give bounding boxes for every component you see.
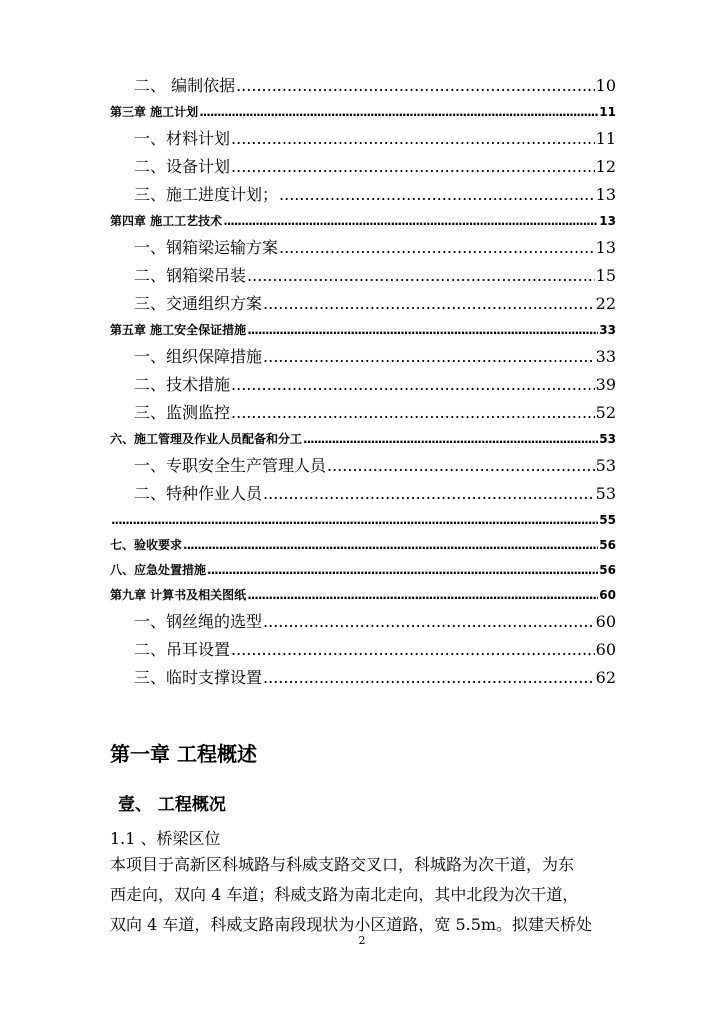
toc-section-entry[interactable] <box>110 452 616 480</box>
toc-entry-page: 60 <box>595 612 616 631</box>
table-of-contents <box>110 72 616 692</box>
toc-dot-leader <box>236 72 595 100</box>
toc-entry-label: 八、应急处置措施 <box>110 563 207 577</box>
toc-dot-leader <box>263 343 595 371</box>
toc-dot-leader <box>199 100 598 125</box>
toc-entry-page: 39 <box>595 375 616 394</box>
toc-entry-page: 33 <box>599 323 616 337</box>
toc-entry-page: 13 <box>595 185 616 204</box>
body-paragraph <box>110 850 614 940</box>
toc-dot-leader <box>247 318 598 343</box>
toc-entry-label: 二、技术措施 <box>134 375 231 394</box>
toc-section-entry[interactable] <box>110 125 616 153</box>
toc-entry-page: 60 <box>599 588 616 602</box>
toc-section-entry[interactable] <box>110 153 616 181</box>
toc-entry-page: 12 <box>595 157 616 176</box>
toc-entry-page: 53 <box>595 484 616 503</box>
toc-section-entry[interactable] <box>110 399 616 427</box>
toc-dot-leader <box>207 558 598 583</box>
toc-chapter-entry[interactable] <box>110 583 616 608</box>
toc-section-entry[interactable] <box>110 234 616 262</box>
body-line: 西走向，双向 4 车道；科威支路为南北走向，其中北段为次干道， <box>110 885 579 904</box>
toc-dot-leader <box>327 452 595 480</box>
toc-dot-leader <box>183 533 598 558</box>
toc-dot-leader <box>279 181 595 209</box>
toc-dot-leader <box>223 209 598 234</box>
toc-entry-label: 一、钢箱梁运输方案 <box>134 238 279 257</box>
toc-dot-leader <box>263 290 595 318</box>
chapter-title: 第一章 工程概述 <box>110 742 257 766</box>
toc-dot-leader <box>111 508 598 533</box>
toc-entry-page: 15 <box>595 266 616 285</box>
toc-dot-leader <box>263 664 595 692</box>
toc-chapter-entry[interactable] <box>110 100 616 125</box>
toc-entry-label: 三、交通组织方案 <box>134 294 263 313</box>
toc-dot-leader <box>263 480 595 508</box>
toc-entry-label: 第三章 施工计划 <box>110 105 199 119</box>
toc-entry-label: 一、组织保障措施 <box>134 347 263 366</box>
toc-section-entry[interactable] <box>110 608 616 636</box>
toc-chapter-entry[interactable] <box>110 427 616 452</box>
toc-dot-leader <box>247 262 595 290</box>
toc-chapter-entry[interactable] <box>110 318 616 343</box>
section-title: 壹、 工程概况 <box>118 795 226 815</box>
toc-dot-leader <box>231 636 595 664</box>
toc-section-entry[interactable] <box>110 636 616 664</box>
toc-chapter-entry[interactable] <box>110 533 616 558</box>
toc-entry-page: 22 <box>595 294 616 313</box>
toc-entry-label: 六、施工管理及作业人员配备和分工 <box>110 432 303 446</box>
toc-entry-page: 33 <box>595 347 616 366</box>
toc-entry-label: 二、特种作业人员 <box>134 484 263 503</box>
toc-dot-leader <box>231 153 595 181</box>
toc-entry-label: 三、施工进度计划； <box>134 185 279 204</box>
body-line: 本项目于高新区科城路与科威支路交叉口，科城路为次干道，为东 <box>110 855 575 874</box>
toc-entry-page: 56 <box>599 538 616 552</box>
toc-section-entry[interactable] <box>110 371 616 399</box>
toc-chapter-entry[interactable] <box>110 558 616 583</box>
toc-section-entry[interactable] <box>110 181 616 209</box>
toc-entry-page: 10 <box>595 76 616 95</box>
toc-entry-label: 第九章 计算书及相关图纸 <box>110 588 247 602</box>
toc-section-entry[interactable] <box>110 343 616 371</box>
toc-entry-page: 11 <box>599 105 616 119</box>
toc-entry-page: 53 <box>599 432 616 446</box>
toc-entry-page: 53 <box>595 456 616 475</box>
toc-chapter-entry[interactable] <box>110 508 616 533</box>
toc-dot-leader <box>231 399 595 427</box>
toc-section-entry[interactable] <box>110 72 616 100</box>
toc-entry-label: 三、临时支撑设置 <box>134 668 263 687</box>
toc-dot-leader <box>247 583 598 608</box>
toc-entry-label: 七、验收要求 <box>110 538 183 552</box>
toc-chapter-entry[interactable] <box>110 209 616 234</box>
toc-entry-page: 13 <box>595 238 616 257</box>
toc-section-entry[interactable] <box>110 290 616 318</box>
toc-entry-label: 二、设备计划 <box>134 157 231 176</box>
toc-entry-label: 三、监测监控 <box>134 403 231 422</box>
toc-entry-page: 62 <box>595 668 616 687</box>
toc-section-entry[interactable] <box>110 664 616 692</box>
toc-entry-page: 56 <box>599 563 616 577</box>
body-line: 双向 4 车道，科威支路南段现状为小区道路，宽 5.5m。拟建天桥处 <box>110 915 593 934</box>
toc-entry-page: 11 <box>595 129 616 148</box>
toc-dot-leader <box>231 371 595 399</box>
toc-entry-label: 第四章 施工工艺技术 <box>110 214 223 228</box>
toc-entry-page: 60 <box>595 640 616 659</box>
toc-entry-label: 一、材料计划 <box>134 129 231 148</box>
toc-entry-label: 一、专职安全生产管理人员 <box>134 456 327 475</box>
toc-dot-leader <box>303 427 598 452</box>
toc-dot-leader <box>279 234 595 262</box>
toc-dot-leader <box>263 608 595 636</box>
subsection-title: 1.1 、桥梁区位 <box>110 829 221 848</box>
toc-section-entry[interactable] <box>110 480 616 508</box>
toc-entry-page: 13 <box>599 214 616 228</box>
toc-entry-page: 52 <box>595 403 616 422</box>
toc-entry-label: 二、钢箱梁吊装 <box>134 266 247 285</box>
toc-dot-leader <box>231 125 595 153</box>
toc-entry-page: 55 <box>599 513 616 527</box>
toc-entry-label: 第五章 施工安全保证措施 <box>110 323 247 337</box>
toc-entry-label: 二、 编制依据 <box>134 76 236 95</box>
toc-section-entry[interactable] <box>110 262 616 290</box>
page-number: 2 <box>358 934 366 947</box>
toc-entry-label: 二、吊耳设置 <box>134 640 231 659</box>
toc-entry-label: 一、钢丝绳的选型 <box>134 612 263 631</box>
